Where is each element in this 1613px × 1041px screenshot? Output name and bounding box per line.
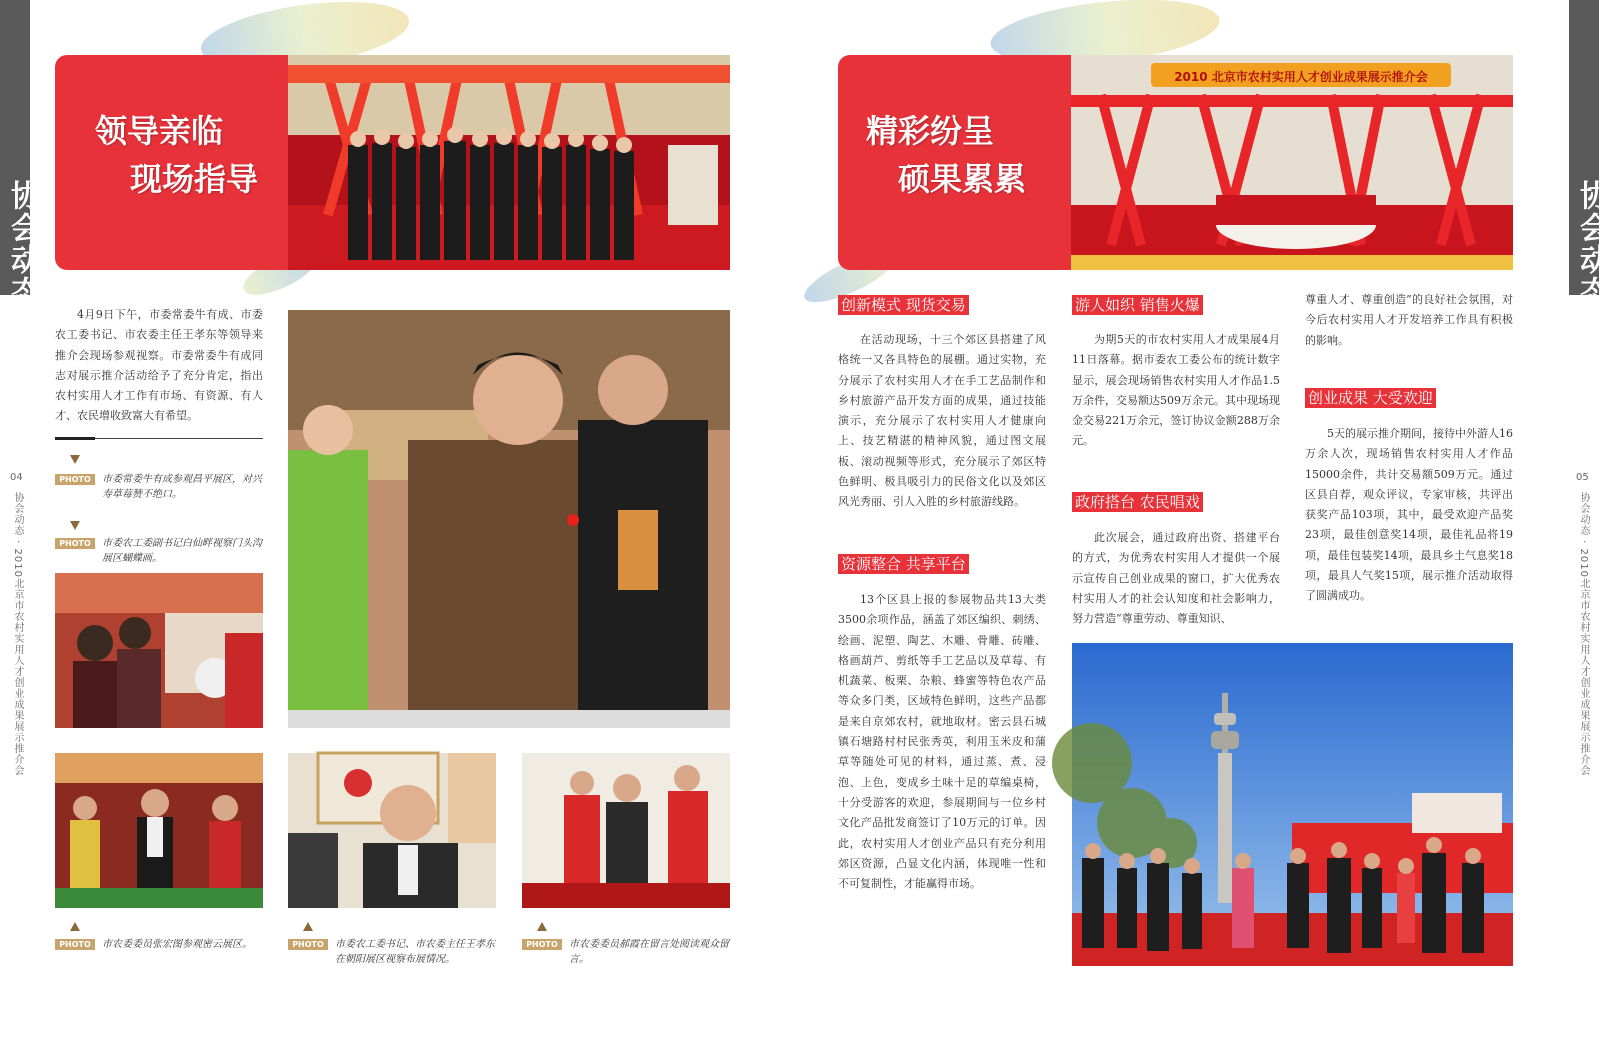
right-side-text: 协会动态 · 2010北京市农村实用人才创业成果展示推介会 [1578, 492, 1589, 776]
photo-badge-2: PHOTO [55, 538, 95, 549]
photo-badge-3: PHOTO [55, 939, 95, 950]
photo-badge-1: PHOTO [55, 474, 95, 485]
triangle-down-icon [70, 521, 80, 530]
triangle-down-icon [70, 455, 80, 464]
left-banner [55, 55, 730, 270]
right-section-label: 协会动态 [1574, 180, 1609, 308]
photo-chaoyang-exhibit [288, 753, 496, 908]
left-banner-line2: 现场指导 [130, 160, 259, 198]
text-government-continued: 尊重人才、尊重创造”的良好社会氛围，对今后农村实用人才开发培养工作具有积极的影响。 [1305, 293, 1513, 347]
right-banner [838, 55, 1513, 270]
left-side-text: 协会动态 · 2010北京市农村实用人才创业成果展示推介会 [12, 492, 23, 776]
right-banner-line1: 精彩纷呈 [866, 112, 995, 150]
triangle-up-icon [70, 922, 80, 931]
photo-leader-visit [288, 310, 730, 728]
photo-badge-5: PHOTO [522, 939, 562, 950]
right-banner-sign: 2010 北京市农村实用人才创业成果展示推介会 [1174, 70, 1428, 84]
photo-guestbook [522, 753, 730, 908]
caption-3: 市农委委员张宏图参观密云展区。 [102, 939, 252, 950]
text-results: 5天的展示推介期间，接待中外游人16万余人次，现场销售农村实用人才作品15000余件，共计交易额509万元。通过区县自荐，观众评议，专家审核，共评出获奖产品103项，其中，最受欢迎产品奖23项，最佳创意奖14项，最佳礼品将19项，最佳包装奖14项，最具乡土气息奖18项，最具人气奖15项，展示推介活动取得了圆满成功。 [1305, 427, 1513, 603]
text-resources: 13个区县上报的参展物品共13大类3500余项作品，涵盖了郊区编织、刺绣、绘画、泥塑、陶艺、木雕、骨雕、砖雕、格画葫芦、剪纸等手工艺品以及草莓、有机蔬菜、板栗、杂粮、蜂蜜等特色农产品等众多门类，区域特色鲜明，这些产品都是来自京郊农村，就地取材。密云县石城镇石塘路村村民张秀英，利用玉米皮和蒲草等随处可见的材料，通过蒸、煮、浸泡、上色，变成乡土味十足的草编桌椅，十分受游客的欢迎，参展期间与一位乡村文化产品批发商签订了10万元的订单。因此，农村实用人才创业产品只有充分利用郊区资源，凸显文化内涵，体现唯一性和不可复制性，才能赢得市场。 [838, 593, 1046, 891]
heading-government: 政府搭台 农民唱戏 [1072, 492, 1203, 512]
right-page-number: 05 [1576, 472, 1589, 483]
photo-tv-tower-crowd [1072, 643, 1513, 966]
left-intro-rule-thin [95, 438, 263, 439]
caption-5: 市农委委员郝霞在留言处阅读观众留言。 [569, 939, 729, 965]
triangle-up-icon [303, 922, 313, 931]
heading-sales: 游人如织 销售火爆 [1072, 295, 1203, 315]
triangle-up-icon [537, 922, 547, 931]
text-sales: 为期5天的市农村实用人才成果展4月11日落幕。据市委农工委公布的统计数字显示，展会现场销售农村实用人才作品1.5万余件，交易额达509万余元。其中现场现金交易221万余元，签订协议金额288万余元。 [1072, 333, 1280, 448]
heading-resources: 资源整合 共享平台 [838, 554, 969, 574]
left-section-label: 协会动态 [5, 180, 40, 308]
left-intro-rule [55, 437, 95, 440]
right-banner-photo [1071, 55, 1513, 270]
heading-results: 创业成果 大受欢迎 [1305, 388, 1436, 408]
photo-badge-4: PHOTO [288, 939, 328, 950]
caption-2: 市委农工委副书记白仙畔视察门头沟展区蝴蝶画。 [102, 538, 262, 564]
heading-innovation: 创新模式 现货交易 [838, 295, 969, 315]
photo-butterfly-painting [55, 573, 263, 728]
left-intro-text: 4月9日下午，市委常委牛有成、市委农工委书记、市农委主任王孝东等领导来推介会现场参观视察。市委常委牛有成同志对展示推介活动给予了充分肯定，指出农村实用人才工作有市场、有资源、有人才、农民增收致富大有希望。 [55, 308, 263, 423]
text-government: 此次展会，通过政府出资、搭建平台的方式，为优秀农村实用人才提供一个展示宣传自己创业成果的窗口，扩大优秀农村实用人才的社会认知度和社会影响力，努力营造“尊重劳动、尊重知识、 [1072, 531, 1280, 626]
caption-1: 市委常委牛有成参观昌平展区，对兴寿草莓赞不绝口。 [102, 474, 262, 500]
right-banner-line2: 硕果累累 [898, 160, 1027, 198]
caption-4: 市委农工委书记、市农委主任王孝东在朝阳展区视察布展情况。 [335, 939, 495, 965]
text-innovation: 在活动现场，十三个郊区县搭建了风格统一又各具特色的展棚。通过实物，充分展示了农村实用人才在手工艺品制作和乡村旅游产品开发方面的成果，通过技能演示，充分展示了农村实用人才健康向上、技艺精湛的精神风貌，通过图文展板、滚动视频等形式，充分展示了郊区特色鲜明、极具吸引力的民俗文化以及郊区风光秀丽、引人入胜的乡村旅游线路。 [838, 333, 1046, 509]
left-banner-line1: 领导亲临 [95, 112, 224, 150]
photo-miyun-exhibit [55, 753, 263, 908]
left-banner-photo [288, 55, 730, 270]
left-page-number: 04 [10, 472, 23, 483]
